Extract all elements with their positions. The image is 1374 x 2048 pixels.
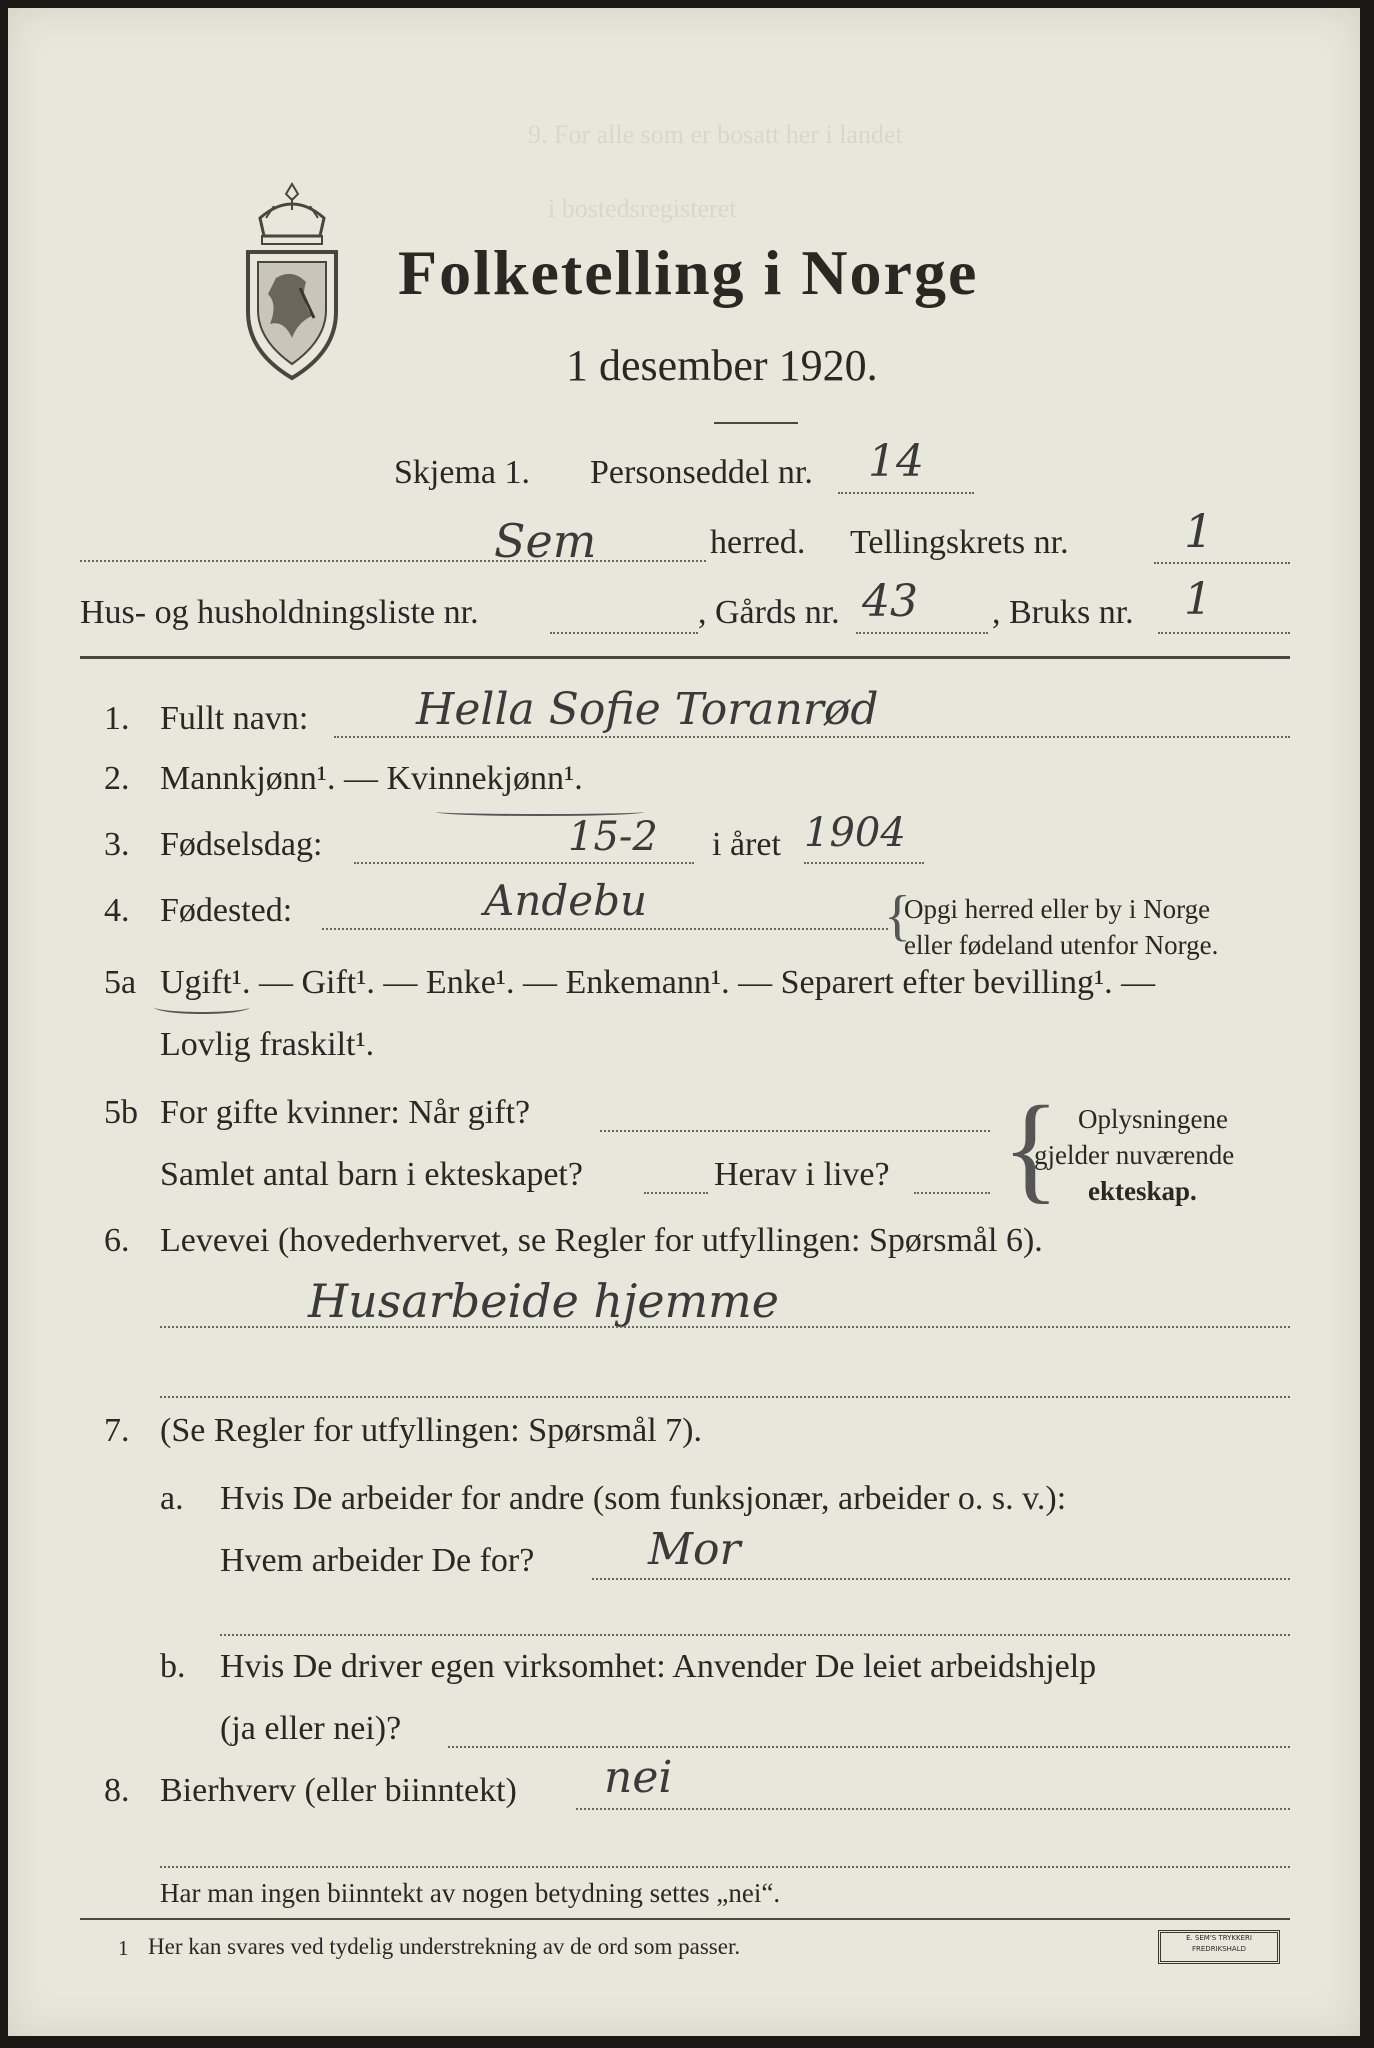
schema-label: Skjema 1. xyxy=(394,454,530,491)
printer-stamp: E. SEM'S TRYKKERI FREDRIKSHALD xyxy=(1158,1930,1280,1964)
q8-dotted-line-1 xyxy=(576,1808,1290,1810)
q3-label: Fødselsdag: xyxy=(160,826,323,863)
q1-dotted-line xyxy=(334,736,1290,738)
personseddel-label: Personseddel nr. xyxy=(590,454,813,491)
gards-value: 43 xyxy=(862,576,918,627)
tellingskrets-value: 1 xyxy=(1184,504,1214,558)
q7a-dotted-line-2 xyxy=(220,1634,1290,1636)
gards-dotted-line xyxy=(856,632,988,634)
q5b-note-line1: Oplysningene xyxy=(1078,1104,1228,1134)
bleed-through-text: 9. For alle som er bosatt her i landet xyxy=(528,120,903,149)
form-date: 1 desember 1920. xyxy=(566,341,878,390)
q7b-line1: Hvis De driver egen virksomhet: Anvender De leiet arbeidshjelp xyxy=(220,1648,1097,1685)
q6-dotted-line-2 xyxy=(160,1396,1290,1398)
ugift-underline-mark xyxy=(154,1000,250,1014)
q7b-line2: (ja eller nei)? xyxy=(220,1710,402,1747)
q7a-employer-value: Mor xyxy=(648,1524,741,1575)
bleed-through-text: i bostedsregisteret xyxy=(548,194,737,223)
q8-dotted-line-2 xyxy=(160,1866,1290,1868)
q8-number: 8. xyxy=(104,1772,130,1809)
q5b-line2a: Samlet antal barn i ekteskapet? xyxy=(160,1156,583,1193)
q1-full-name-value: Hella Sofie Toranrød xyxy=(416,684,879,735)
q3-number: 3. xyxy=(104,826,130,863)
q4-label: Fødested: xyxy=(160,892,293,929)
q4-note-line1: Opgi herred eller by i Norge xyxy=(904,894,1211,924)
q5a-marital-options: Ugift¹. — Gift¹. — Enke¹. — Enkemann¹. — Separert efter bevilling¹. — xyxy=(160,964,1156,1001)
q1-number: 1. xyxy=(104,700,130,737)
q5b-nar-gift-dotted-line xyxy=(600,1130,990,1132)
q3-year-label: i året xyxy=(712,826,781,863)
bruks-dotted-line xyxy=(1158,632,1290,634)
q4-birthplace-value: Andebu xyxy=(484,876,648,925)
footnote-divider xyxy=(80,1918,1290,1920)
hus-dotted-line xyxy=(550,632,698,634)
personseddel-value: 14 xyxy=(868,436,924,487)
herred-label: herred. xyxy=(710,524,806,561)
footnote-mark: 1 xyxy=(118,1936,129,1960)
q5b-line1: For gifte kvinner: Når gift? xyxy=(160,1094,531,1131)
q4-number: 4. xyxy=(104,892,130,929)
q4-note-line2: eller fødeland utenfor Norge. xyxy=(904,930,1219,960)
q5b-note-brace: { xyxy=(1002,1081,1060,1214)
q7a-line1: Hvis De arbeider for andre (som funksjonær, arbeider o. s. v.): xyxy=(220,1480,1067,1517)
title-divider xyxy=(714,422,798,424)
herred-dotted-line xyxy=(80,560,706,562)
q7b-letter: b. xyxy=(160,1648,186,1685)
q7-label: (Se Regler for utfyllingen: Spørsmål 7). xyxy=(160,1412,703,1449)
q3-year-value: 1904 xyxy=(804,810,906,856)
bruks-label: , Bruks nr. xyxy=(992,594,1134,631)
tellingskrets-label: Tellingskrets nr. xyxy=(850,524,1069,561)
q6-number: 6. xyxy=(104,1222,130,1259)
q8-note: Har man ingen biinntekt av nogen betydning settes „nei“. xyxy=(160,1878,781,1908)
q5b-number: 5b xyxy=(104,1094,138,1131)
form-title: Folketelling i Norge xyxy=(398,237,979,308)
tellingskrets-dotted-line xyxy=(1154,562,1290,564)
coat-of-arms-icon xyxy=(236,178,348,388)
q7b-dotted-line xyxy=(448,1746,1290,1748)
q3-year-dotted-line xyxy=(804,862,924,864)
q1-label: Fullt navn: xyxy=(160,700,309,737)
q5b-note-line2: gjelder nuværende xyxy=(1034,1140,1235,1170)
header-divider xyxy=(80,656,1290,659)
q3-day-dotted-line xyxy=(354,862,694,864)
q2-number: 2. xyxy=(104,760,130,797)
q7a-dotted-line-1 xyxy=(592,1578,1290,1580)
footnote-text: Her kan svares ved tydelig understrekning av de ord som passer. xyxy=(148,1934,741,1959)
q5a-number: 5a xyxy=(104,964,137,1001)
herred-value: Sem xyxy=(494,514,597,568)
q7a-letter: a. xyxy=(160,1480,184,1517)
q7-number: 7. xyxy=(104,1412,130,1449)
q8-secondary-income-value: nei xyxy=(604,1752,673,1803)
q2-gender-options: Mannkjønn¹. — Kvinnekjønn¹. xyxy=(160,760,583,797)
bruks-value: 1 xyxy=(1184,574,1212,625)
q6-dotted-line-1 xyxy=(160,1326,1290,1328)
q5b-barn-dotted-line xyxy=(644,1192,708,1194)
personseddel-dotted-line xyxy=(838,492,974,494)
hus-label: Hus- og husholdningsliste nr. xyxy=(80,594,479,631)
q8-label: Bierhverv (eller biinntekt) xyxy=(160,1772,517,1809)
q6-label: Levevei (hovederhvervet, se Regler for utfyllingen: Spørsmål 6). xyxy=(160,1222,1043,1259)
q4-dotted-line xyxy=(322,928,888,930)
q5b-herav-dotted-line xyxy=(914,1192,990,1194)
q3-day-value: 15-2 xyxy=(568,814,658,860)
q4-note-brace: { xyxy=(884,885,911,947)
q5b-note-line3: ekteskap. xyxy=(1088,1176,1197,1206)
q5b-line2b: Herav i live? xyxy=(714,1156,890,1193)
q6-occupation-value: Husarbeide hjemme xyxy=(308,1274,780,1328)
gards-label: , Gårds nr. xyxy=(698,594,840,631)
q7a-line2: Hvem arbeider De for? xyxy=(220,1542,535,1579)
census-form-sheet xyxy=(8,8,1360,2036)
q5a-line2: Lovlig fraskilt¹. xyxy=(160,1026,375,1063)
